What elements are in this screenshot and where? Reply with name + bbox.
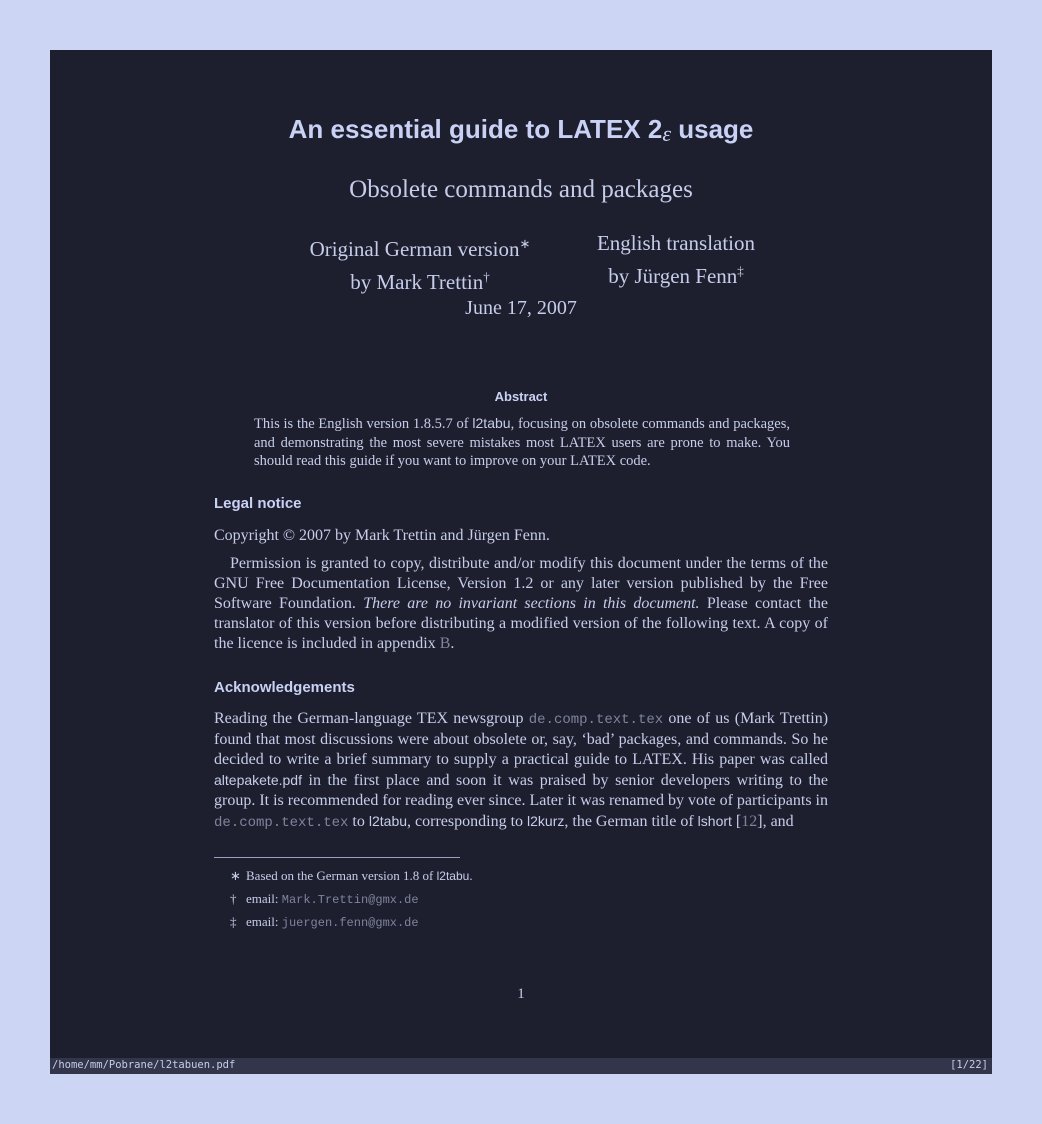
footnote-mark-3[interactable]: ‡ — [737, 263, 744, 278]
footnote-text: email: — [246, 914, 282, 929]
ack-part: to — [348, 813, 369, 830]
author-left-line1 — [305, 230, 535, 263]
abstract-part: , focusing on obsolete commands and packages, and demonstrating the most severe mistakes most — [254, 416, 790, 451]
footnote-text: Based on the German version 1.8 of — [246, 868, 437, 883]
footnote-text: . — [469, 868, 473, 883]
email-link[interactable]: Mark.Trettin@gmx.de — [281, 893, 419, 907]
author-left-name: by Mark Trettin — [350, 270, 484, 294]
abstract-text — [254, 414, 790, 471]
copyright-line: Copyright © 2007 by Mark Trettin and Jürgen Fenn. — [214, 527, 550, 544]
permission-paragraph — [214, 554, 828, 654]
footnote-3 — [230, 914, 419, 930]
footnote-1 — [230, 868, 473, 884]
ack-part: one of us (Mark Trettin) found that most discussions were about obsolete or, say, ‘bad’ packages, and commands. So he decided to write a brief summary to supply a practical guide to — [214, 710, 829, 768]
perm-part: . — [450, 635, 455, 652]
section-heading-acknowledgements: Acknowledgements — [214, 679, 355, 696]
ack-part: , the German title of — [564, 813, 698, 830]
author-left-role: Original German version — [309, 237, 520, 261]
ack-part: . His paper was called — [682, 751, 829, 768]
abstract-part: This is the English version 1.8.5.7 of — [254, 416, 473, 432]
document-date: June 17, 2007 — [465, 297, 577, 319]
page-position: [1/22] — [950, 1059, 988, 1071]
footnote-mark: ‡ — [230, 914, 237, 929]
email-link[interactable]: juergen.fenn@gmx.de — [281, 916, 419, 930]
abstract-heading: Abstract — [494, 389, 548, 404]
footnote-mark-2[interactable]: † — [483, 269, 490, 284]
abstract-part: code. — [616, 453, 651, 469]
ack-part: [ — [731, 813, 742, 830]
perm-italic: There are no invariant sections in this document. — [363, 595, 700, 612]
latex-logo: LATEX — [570, 453, 617, 469]
newsgroup-link[interactable]: de.comp.text.tex — [528, 712, 664, 728]
perm-part: Please contact the translator of this version before distributing a modified version of the following text. A copy of the licence is included in appendix — [214, 595, 828, 652]
appendix-link[interactable]: B — [439, 635, 451, 652]
title-epsilon: ε — [662, 121, 671, 146]
title-two: 2 — [647, 114, 663, 144]
ack-part: Reading the German-language — [214, 710, 417, 727]
document-title — [50, 114, 992, 145]
pdf-viewer[interactable] — [50, 50, 992, 1074]
file-path: /home/mm/Pobrane/l2tabuen.pdf — [52, 1059, 236, 1071]
author-translation — [560, 230, 792, 290]
citation-link[interactable]: 12 — [741, 813, 758, 830]
lshort-name: lshort — [697, 813, 732, 829]
status-bar — [50, 1058, 992, 1074]
latex-logo: LATEX — [559, 434, 606, 451]
ack-part: in the first place and soon it was praised by senior developers writing to the group. It is recommended for reading ever since. Later it was renamed by vote of participants in — [214, 772, 828, 809]
tex-logo: TEX — [416, 710, 449, 727]
abstract-part: users are prone to make. You should read this guide if you want to improve on your — [254, 434, 790, 469]
footnote-rule — [214, 857, 460, 858]
title-text-pre: An essential guide to — [288, 114, 558, 144]
footnote-mark-1[interactable]: ∗ — [519, 236, 531, 251]
latex-logo: LATEX — [557, 114, 641, 144]
author-right-name: by Jürgen Fenn — [608, 264, 738, 288]
document-subtitle: Obsolete commands and packages — [349, 176, 693, 203]
author-right-line2 — [560, 257, 792, 290]
page-number: 1 — [517, 986, 525, 1002]
title-text-post: usage — [671, 114, 754, 144]
l2tabu-name: l2tabu — [368, 813, 408, 829]
acknowledgements-paragraph — [214, 709, 828, 833]
latex-logo: LATEX — [632, 751, 683, 768]
footnote-mark: ∗ — [230, 868, 241, 883]
l2tabu-name: l2tabu — [472, 415, 511, 431]
l2kurz-name: l2kurz — [527, 813, 565, 829]
footnote-text: email: — [246, 891, 282, 906]
author-left-line2 — [305, 263, 535, 296]
newsgroup-link[interactable]: de.comp.text.tex — [214, 815, 349, 831]
author-original — [305, 230, 535, 296]
perm-part: Permission is granted to copy, distribute and/or modify this document under the terms of the GNU Free Documentation License, Version 1.2 or any later version published by the Free Software Foundation. — [214, 555, 828, 612]
section-heading-legal: Legal notice — [214, 495, 302, 512]
author-right-role: English translation — [596, 231, 756, 255]
footnote-2 — [230, 891, 419, 907]
footnote-mark: † — [230, 891, 237, 906]
ack-part: ], and — [757, 813, 794, 830]
filename: altepakete.pdf — [214, 772, 302, 788]
l2tabu-name: l2tabu — [436, 869, 470, 883]
ack-part: newsgroup — [448, 710, 529, 727]
pdf-page — [50, 50, 992, 1058]
ack-part: , corresponding to — [407, 813, 528, 830]
